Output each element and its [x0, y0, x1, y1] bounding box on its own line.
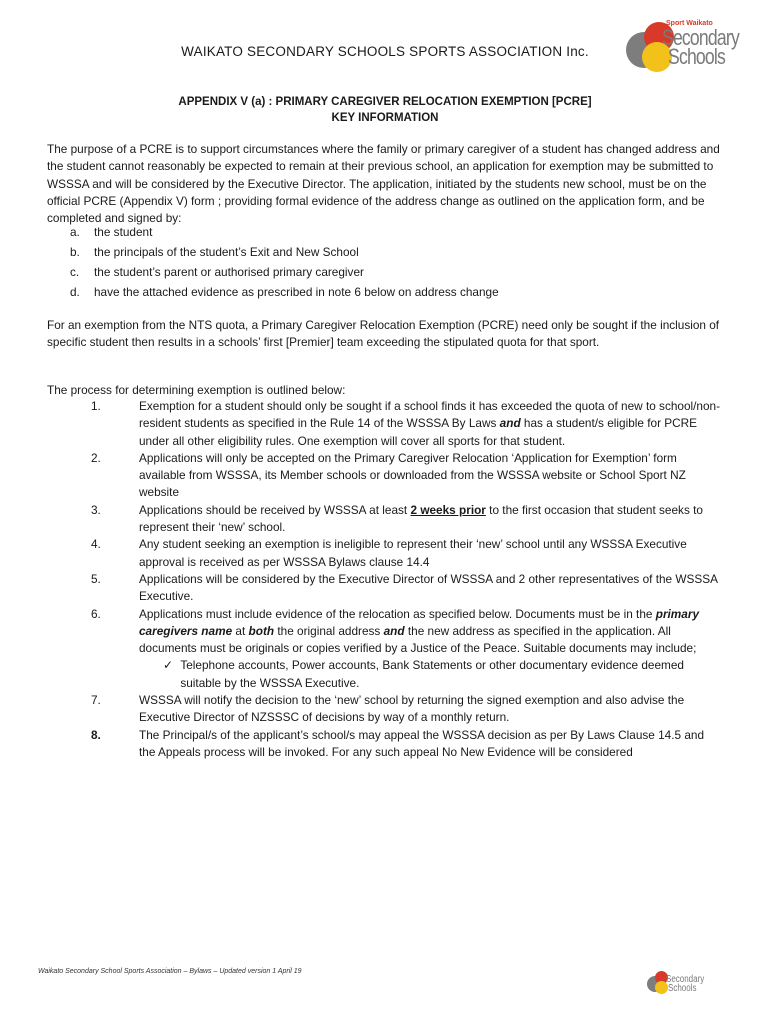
- secondary-schools-logo: [622, 20, 739, 76]
- list-item: b. the principals of the student’s Exit and New School: [70, 245, 359, 260]
- list-item: a. the student: [70, 225, 153, 240]
- logo-small-text: Sport Waikato: [666, 20, 713, 27]
- suitable-documents-item: ✓ Telephone accounts, Power accounts, Bank Statements or other documentary evidence deemed suitable by the WSSSA Executive.: [139, 657, 721, 692]
- step-4: 4. Any student seeking an exemption is ineligible to represent their ‘new’ school until any WSSSA Executive approval is received as per WSSSA Bylaws clause 14.4: [91, 537, 687, 569]
- process-steps: [47, 398, 727, 761]
- step-5: 5. Applications will be considered by the Executive Director of WSSSA and 2 other representatives of the WSSSA Executive.: [91, 571, 718, 604]
- document-title: [0, 94, 770, 126]
- step-3: 3. Applications should be received by WSSSA at least 2 weeks prior to the first occasion that student seeks to represent their ‘new’ school.: [91, 502, 703, 535]
- signers-list: [70, 223, 720, 303]
- step-8: 8. The Principal/s of the applicant’s school/s may appeal the WSSSA decision as per By Laws Clause 14.5 and the Appeals process will be invoked. For any such appeal No New Evidence will be considered: [91, 727, 705, 759]
- footer-logo: [645, 970, 705, 998]
- step-7: 7. WSSSA will notify the decision to the ‘new’ school by returning the signed exemption and also advise the Executive Director of NZSSSC of decisions by way of a monthly return.: [91, 693, 685, 725]
- logo-line2: Schools: [668, 44, 726, 69]
- step-6: 6. Applications must include evidence of the relocation as specified below. Documents must be in the primary caregivers name at both the original address and the new address as specified in the application. All documents must be originals or copies verified by a Justice of the Peace. Suitable documents may include; ✓ Telephone accounts, Power accounts, Bank Statements or other documentary evidence deemed suitable by the WSSSA Executive.: [47, 606, 727, 692]
- list-item: d. have the attached evidence as prescribed in note 6 below on address change: [70, 285, 499, 300]
- footer-logo-line1: Secondary: [666, 974, 705, 985]
- title-line1: APPENDIX V (a) : PRIMARY CAREGIVER RELOCATION EXEMPTION [PCRE]: [178, 96, 592, 108]
- footer-logo-line2: Schools: [668, 983, 697, 994]
- logo-line1: Secondary: [662, 25, 739, 50]
- nts-paragraph: For an exemption from the NTS quota, a Primary Caregiver Relocation Exemption (PCRE) need only be sought if the inclusion of specific student then results in a schools’ first [Premier] team exceeding the stipulated quota for that sport.: [47, 318, 720, 350]
- process-intro: The process for determining exemption is outlined below:: [47, 383, 346, 397]
- intro-paragraph: The purpose of a PCRE is to support circumstances where the family or primary caregiver of a student has changed address and the student cannot reasonably be expected to remain at their previous school, an application for exemption may be submitted to WSSSA and will be considered by the Executive Director. The application, initiated by the students new school, must be on the official PCRE (Appendix V) form ; providing formal evidence of the address change as outlined on the application form, and be completed and signed by:: [47, 142, 720, 226]
- title-line2: KEY INFORMATION: [331, 112, 439, 124]
- step-1: 1. Exemption for a student should only be sought if a school finds it has exceeded the quota of new to school/non-resident students as specified in the Rule 14 of the WSSSA By Laws and has a student/s eligible for PCRE under all other eligibility rules. One exemption will cover all sports for that student.: [91, 399, 721, 448]
- footer-text: Waikato Secondary School Sports Association – Bylaws – Updated version 1 April 19: [38, 968, 302, 975]
- checkmark-icon: ✓: [163, 658, 173, 673]
- list-item: c. the student’s parent or authorised primary caregiver: [70, 265, 364, 280]
- step-2: 2. Applications will only be accepted on the Primary Caregiver Relocation ‘Application for Exemption’ form available from WSSSA, its Member schools or downloaded from the WSSSA website or School Sport NZ website: [91, 450, 686, 500]
- org-title: WAIKATO SECONDARY SCHOOLS SPORTS ASSOCIATION Inc.: [181, 44, 589, 59]
